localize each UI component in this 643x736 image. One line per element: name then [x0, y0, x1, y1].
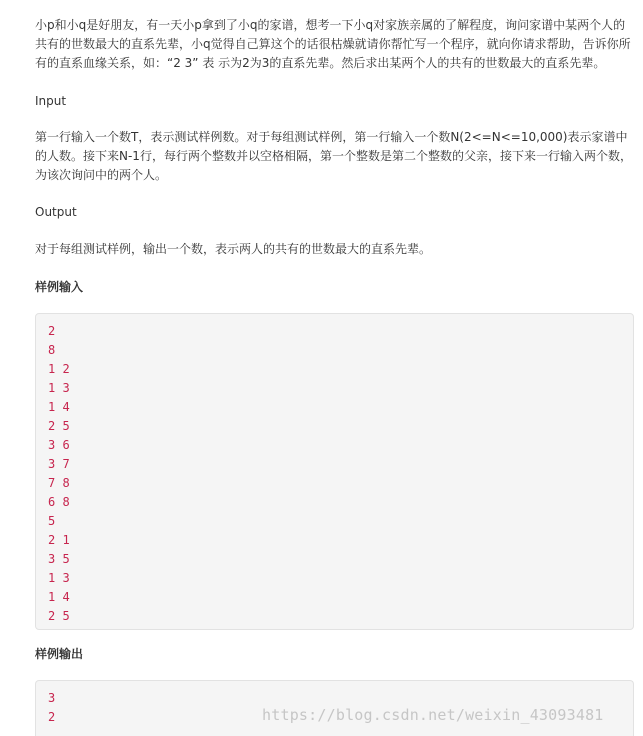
input-heading: Input	[35, 94, 67, 108]
code-line: 3 5	[48, 552, 70, 566]
output-description: 对于每组测试样例，输出一个数，表示两人的共有的世数最大的直系先辈。	[35, 242, 432, 256]
code-line: 2	[48, 324, 56, 338]
code-line: 2 5	[48, 419, 70, 433]
problem-description: 小p和小q是好朋友，有一天小p拿到了小q的家谱，想考一下小q对家族亲属的了解程度，询问家谱中某两个人的共有的世数最大的直系先辈，小q觉得自己算这个的话很枯燥就请你帮忙写一个程序，就向你请求帮助，告诉你所有的直系血缘关系，如：“2 3” 表 示为2为3的直系先辈。然后求出某两个人的共有的世数最大的直系先辈。	[35, 18, 631, 70]
sample-input-code-block	[35, 313, 634, 630]
code-line: 3 7	[48, 457, 70, 471]
code-line: 2 1	[48, 533, 70, 547]
code-line: 3	[48, 691, 56, 705]
code-line: 2 5	[48, 609, 70, 623]
code-line: 3 6	[48, 438, 70, 452]
output-heading: Output	[35, 205, 77, 219]
code-line: 1 4	[48, 400, 70, 414]
input-description: 第一行输入一个数T，表示测试样例数。对于每组测试样例，第一行输入一个数N(2<=N<=10,000)表示家谱中的人数。接下来N-1行，每行两个整数并以空格相隔，第一个整数是第二个整数的父亲，接下来一行输入两个数，为该次询问中的两个人。	[35, 130, 632, 182]
code-line: 1 3	[48, 381, 70, 395]
sample-input-label: 样例输入	[35, 280, 84, 294]
watermark: https://blog.csdn.net/weixin_43093481	[262, 706, 604, 724]
code-line: 5	[48, 514, 56, 528]
code-line: 1 4	[48, 590, 70, 604]
code-line: 7 8	[48, 476, 70, 490]
code-line: 2	[48, 710, 56, 724]
code-line: 8	[48, 343, 56, 357]
code-line: 6 8	[48, 495, 70, 509]
code-line: 1 3	[48, 571, 70, 585]
sample-output-label: 样例输出	[35, 647, 84, 661]
code-line: 1 2	[48, 362, 70, 376]
